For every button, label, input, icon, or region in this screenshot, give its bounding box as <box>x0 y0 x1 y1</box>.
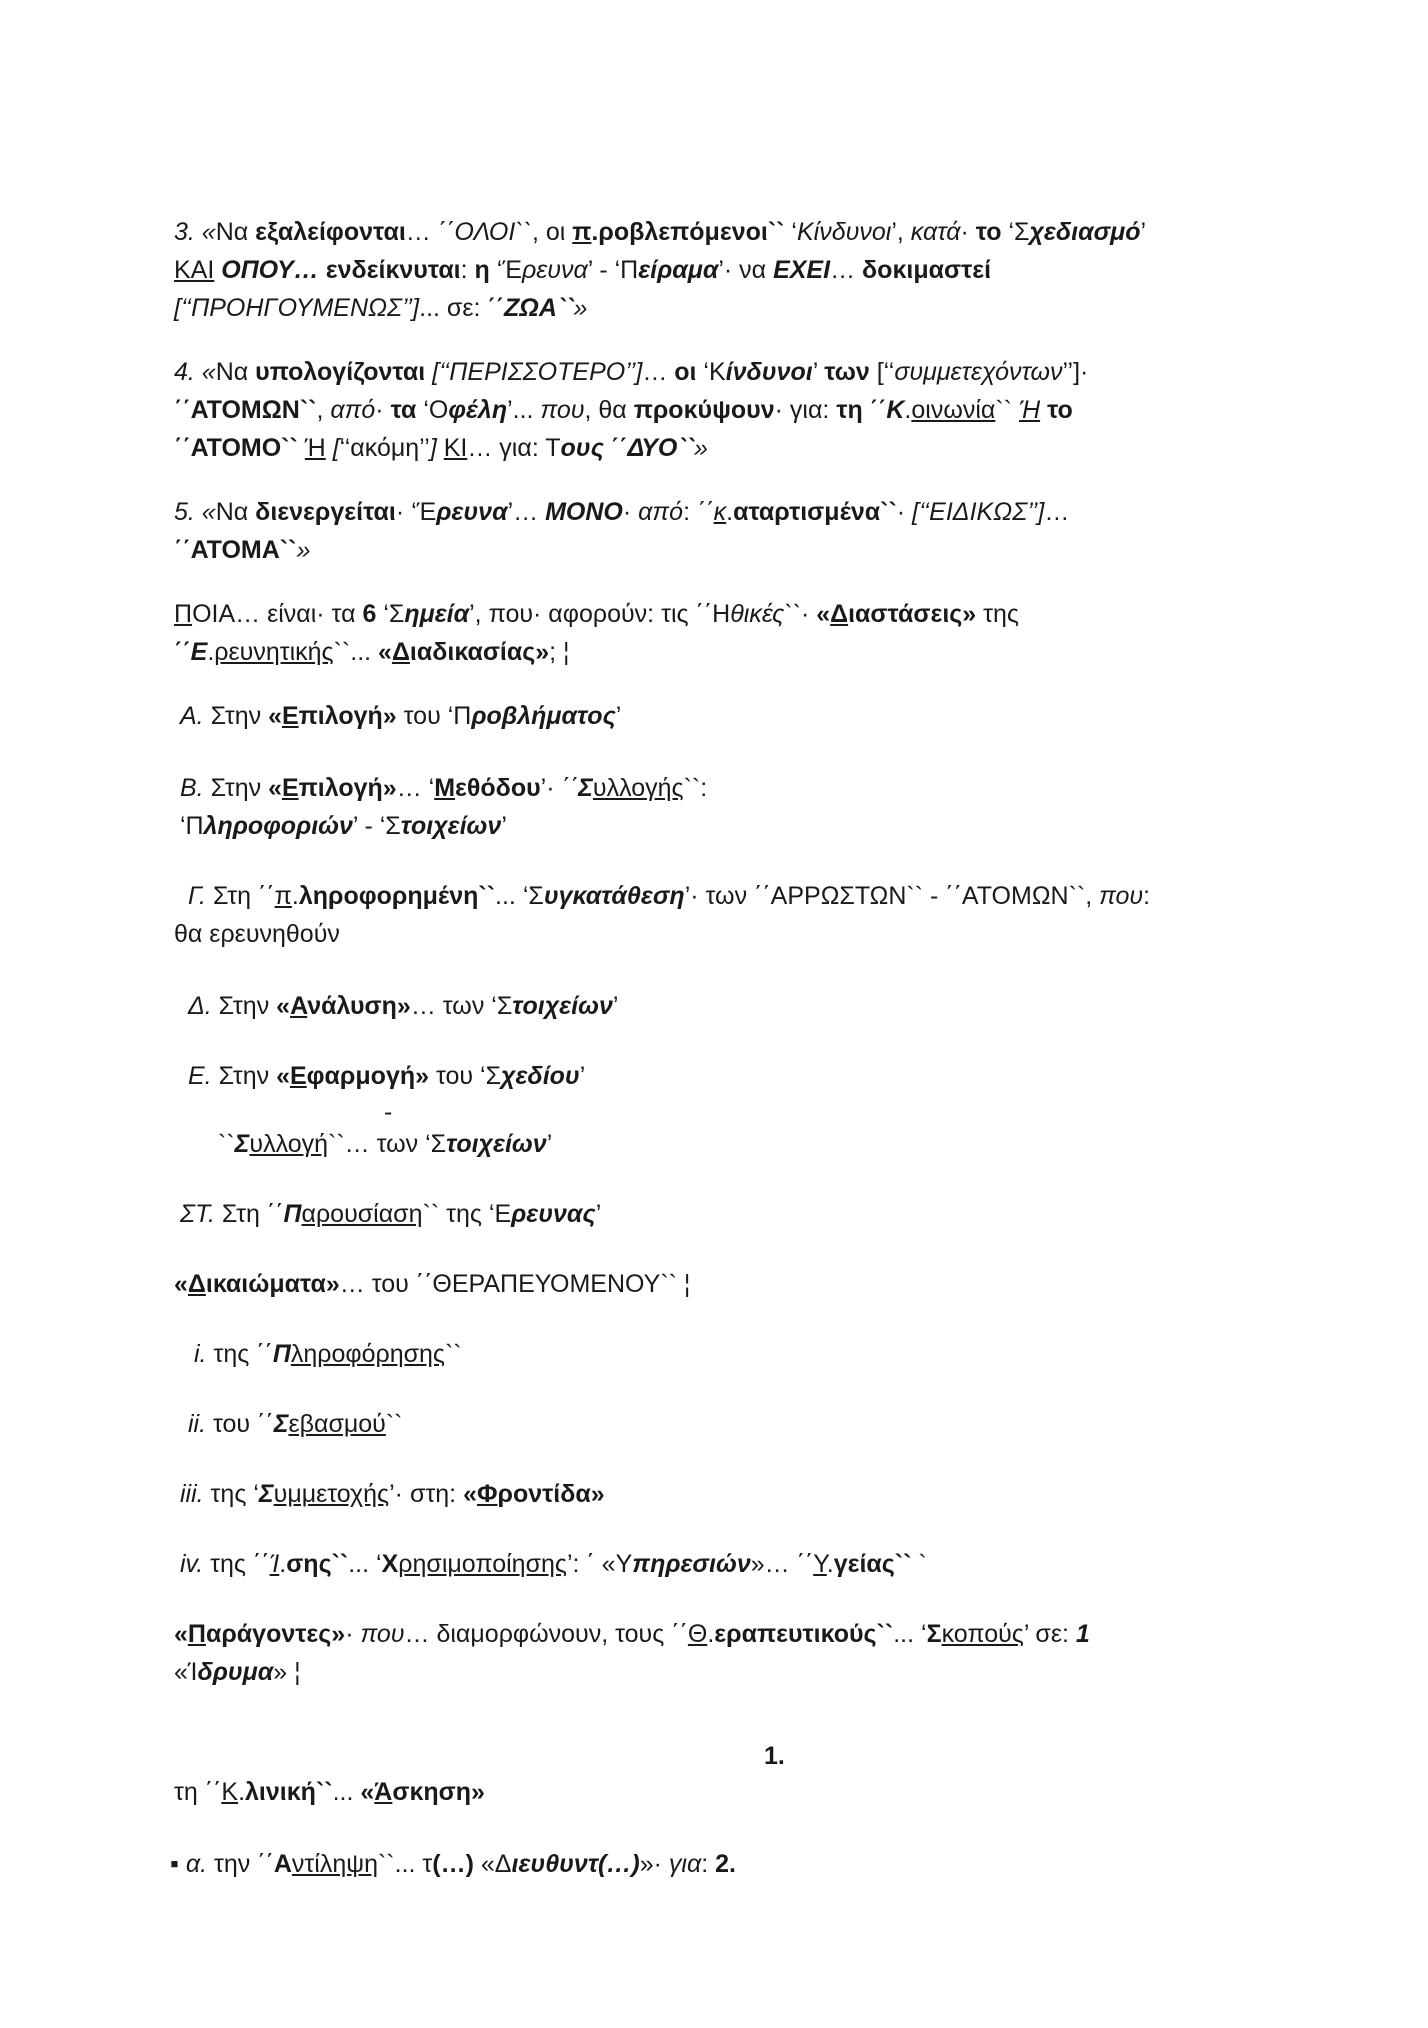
point-a: Α. Στην «Επιλογή» του ‘Προβλήματος’ <box>180 702 622 730</box>
item4-line3: ΄΄ΑΤΟΜΟ`` Ή [‘‘ακόμη’’] ΚΙ… για: Τους ΄΄ΔΥΟ``» <box>174 434 708 462</box>
point-d: Δ. Στην «Ανάλυση»… των ‘Στοιχείων’ <box>188 992 619 1020</box>
item4-line2: ΄΄ΑΤΟΜΩΝ``, από· τα ‘Οφέλη’... που, θα προκύψουν· για: τη ΄΄Κ.οινωνία`` Ή το <box>174 396 1073 424</box>
item3-line3: [‘‘ΠΡΟΗΓΟΥΜΕΝΩΣ’’]... σε: ΄΄ΖΩΑ``» <box>174 294 588 322</box>
point-b-line2: ‘Πληροφοριών’ - ‘Στοιχείων’ <box>180 812 507 840</box>
item3-line1: 3. «Να εξαλείφονται… ΄΄ΟΛΟΙ``, οι π.ροβλεπόμενοι`` ‘Κίνδυνοι’, κατά· το ‘Σχεδιασμό’ <box>174 218 1147 246</box>
question-line1: ΠΟΙΑ… είναι· τα 6 ‘Σημεία’, που· αφορούν: τις ΄΄Ηθικές``· «Διαστάσεις» της <box>174 600 1019 628</box>
factors-line2: «Ίδρυμα» ¦ <box>174 1658 301 1686</box>
item5-line2: ΄΄ΑΤΟΜΑ``» <box>174 536 311 564</box>
rights-ii: ii. του ΄΄Σεβασμού`` <box>188 1410 403 1438</box>
item5-line1: 5. «Να διενεργείται· ‘Έρευνα’… ΜΟΝΟ· από: ΄΄κ.αταρτισμένα``· [‘‘ΕΙΔΙΚΩΣ’’]… <box>174 498 1070 526</box>
point-st: ΣΤ. Στη ΄΄Παρουσίαση`` της ‘Ερευνας’ <box>180 1200 602 1228</box>
bullet-a: ▪ α. την ΄΄Αντίληψη``... τ(…) «Διευθυντ(…)»· για: 2. <box>170 1850 736 1878</box>
point-e-line1: Ε. Στην «Εφαρμογή» του ‘Σχεδίου’ <box>188 1062 586 1090</box>
point-g-line2: θα ερευνηθούν <box>174 920 340 948</box>
item3-line2: ΚΑΙ ΟΠΟΥ… ενδείκνυται: η ‘Έρευνα’ - ‘Πείραμα’· να ΕΧΕΙ… δοκιμαστεί <box>174 256 992 284</box>
factors-line1: «Παράγοντες»· που… διαμορφώνουν, τους ΄΄Θ.εραπευτικούς``... ‘Σκοπούς’ σε: 1 <box>174 1620 1090 1648</box>
rights-heading: «Δικαιώματα»… του ΄΄ΘΕΡΑΠΕΥΟΜΕΝΟΥ`` ¦ <box>174 1270 691 1298</box>
point-g-line1: Γ. Στη ΄΄π.ληροφορημένη``... ‘Συγκατάθεση’· των ΄΄ΑΡΡΩΣΤΩΝ`` - ΄΄ΑΤΟΜΩΝ``, που: <box>188 882 1151 910</box>
clinical-practice: τη ΄΄Κ.λινική``... «Άσκηση» <box>174 1778 485 1806</box>
rights-iv: iv. της ΄΄Ί.σης``... ‘Χρησιμοποίησης’: ΄ «Υπηρεσιών»… ΄΄Υ.γείας`` ` <box>180 1550 927 1578</box>
question-line2: ΄΄Ε.ρευνητικής``... «Διαδικασίας»; ¦ <box>174 638 570 666</box>
rights-i: i. της ΄΄Πληροφόρησης`` <box>194 1340 462 1368</box>
number-1: 1. <box>764 1742 785 1770</box>
point-e-dash: - <box>384 1098 393 1126</box>
point-b-line1: Β. Στην «Επιλογή»… ‘Μεθόδου’· ΄΄Συλλογής``: <box>180 774 708 802</box>
item4-line1: 4. «Να υπολογίζονται [‘‘ΠΕΡΙΣΣΟΤΕΡΟ’’]… οι ‘Κίνδυνοι’ των [‘‘συμμετεχόντων’’]· <box>174 358 1089 386</box>
point-e-line2: ``Συλλογή``… των ‘Στοιχείων’ <box>218 1130 553 1158</box>
rights-iii: iii. της ‘Συμμετοχής’· στη: «Φροντίδα» <box>180 1480 605 1508</box>
